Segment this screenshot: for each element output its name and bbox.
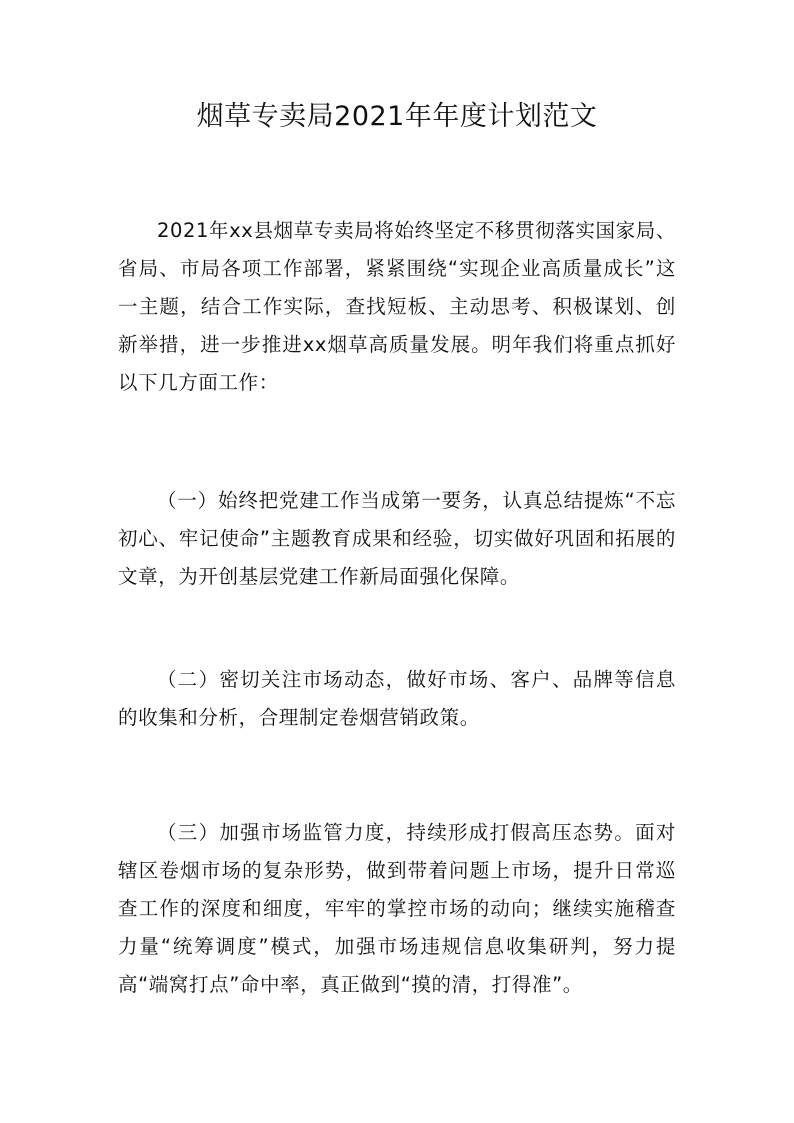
intro-paragraph: 2021年xx县烟草专卖局将始终坚定不移贯彻落实国家局、省局、市局各项工作部署，紧紧围绕“实现企业高质量成长”这一主题，结合工作实际，查找短板、主动思考、积极谋划、创新举措，进一步推进xx烟草高质量发展。明年我们将重点抓好以下几方面工作： bbox=[118, 219, 676, 394]
section-three-paragraph: （三）加强市场监管力度，持续形成打假高压态势。面对辖区卷烟市场的复杂形势，做到带着问题上市场，提升日常巡查工作的深度和细度，牢牢的掌控市场的动向；继续实施稽查力量“统筹调度”模式，加强市场违规信息收集研判，努力提高“端窝打点”命中率，真正做到“摸的清，打得准”。 bbox=[118, 821, 676, 996]
section-two-paragraph: （二）密切关注市场动态，做好市场、客户、品牌等信息的收集和分析，合理制定卷烟营销政策。 bbox=[118, 668, 676, 729]
document-title: 烟草专卖局2021年年度计划范文 bbox=[196, 101, 598, 132]
section-one-paragraph: （一）始终把党建工作当成第一要务，认真总结提炼“不忘初心、牢记使命”主题教育成果和经验，切实做好巩固和拓展的文章，为开创基层党建工作新局面强化保障。 bbox=[118, 489, 676, 588]
